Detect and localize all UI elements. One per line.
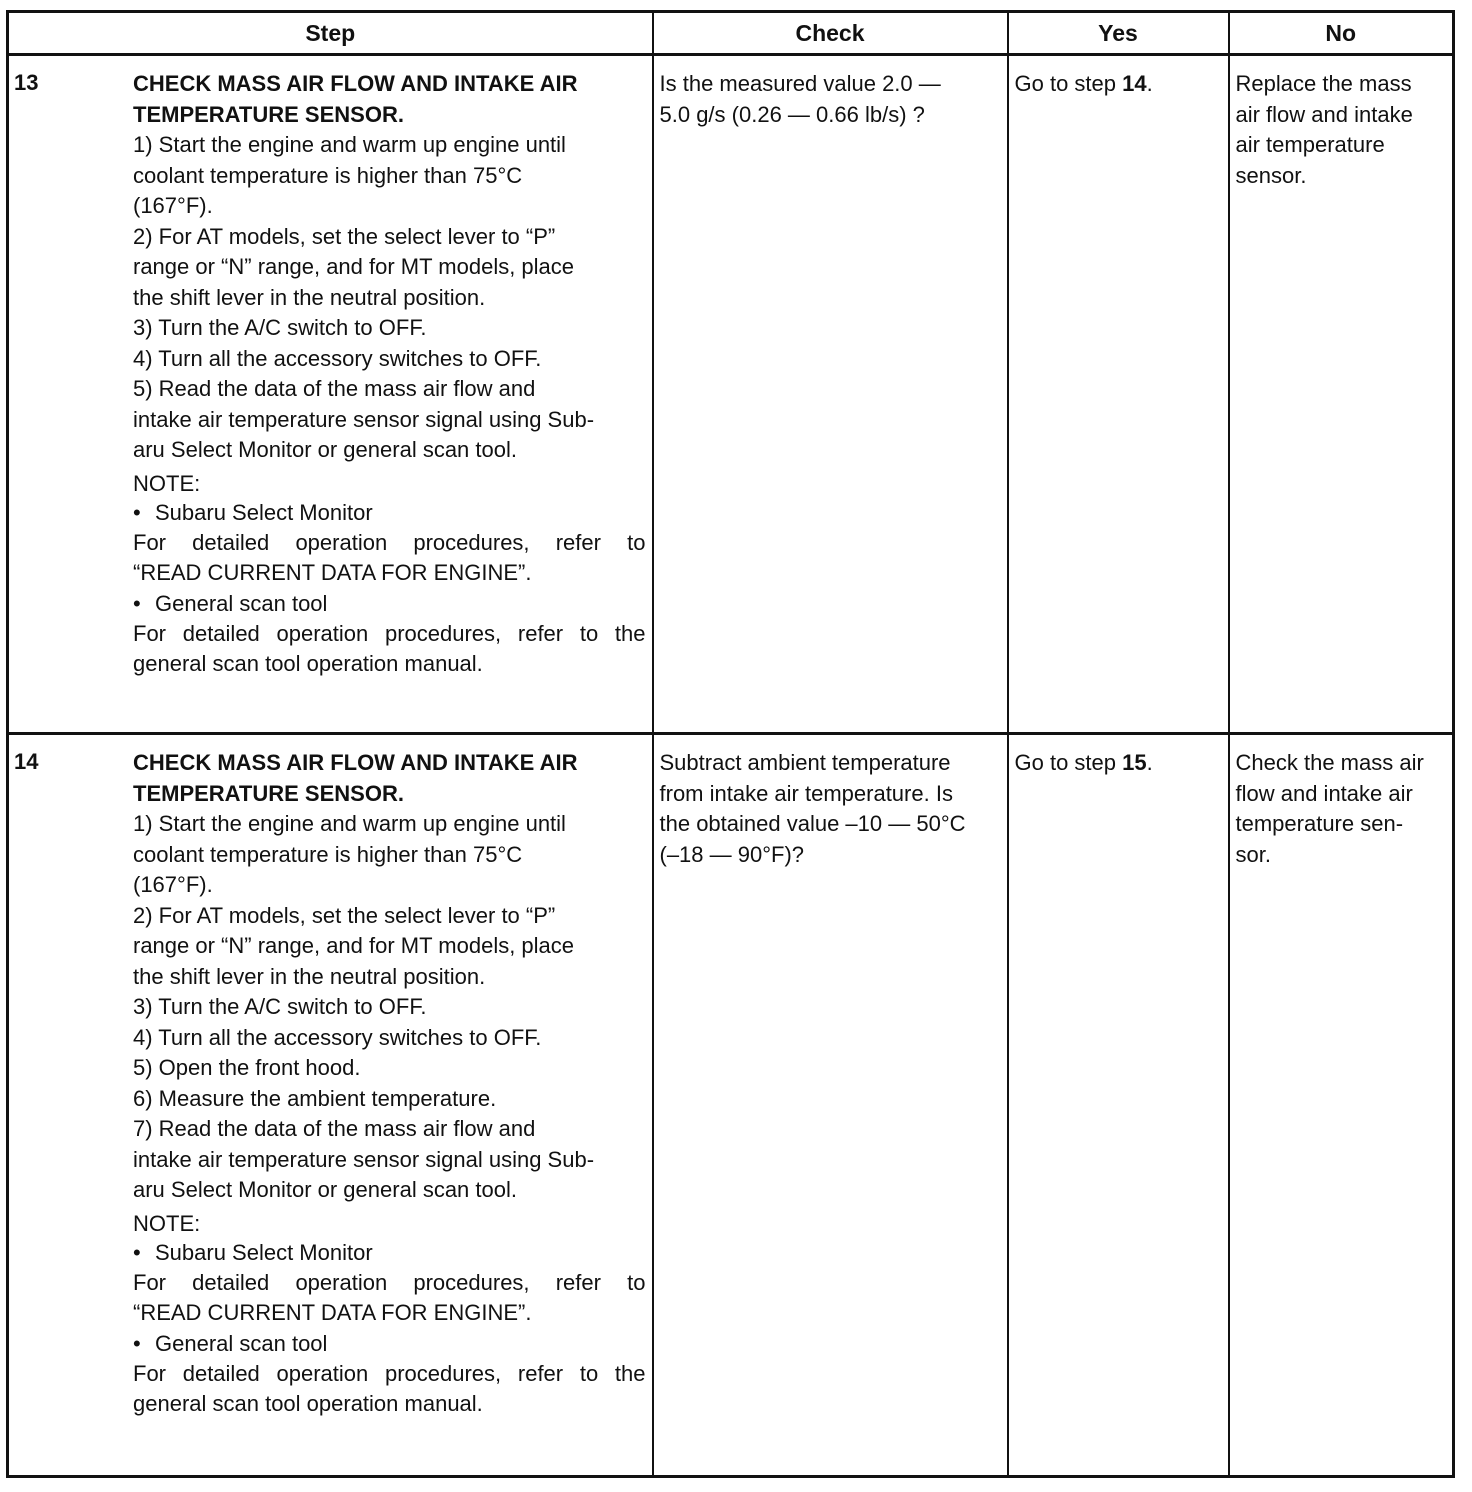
- step-instruction-line: 7) Read the data of the mass air flow and: [133, 1116, 536, 1141]
- header-check: Check: [653, 12, 1008, 55]
- note-bullet: [133, 1329, 646, 1359]
- step-title: TEMPERATURE SENSOR.: [133, 780, 404, 806]
- step-instruction-line: 2) For AT models, set the select lever to “P”: [133, 223, 556, 249]
- note-text-line: general scan tool operation manual.: [133, 651, 483, 676]
- bullet-text: General scan tool: [155, 590, 328, 616]
- step-instruction-line: coolant temperature is higher than 75°C: [133, 162, 523, 188]
- step-instruction-line: intake air temperature sensor signal using Sub-: [133, 1146, 595, 1172]
- note-text-line: For detailed operation procedures, refer to the: [133, 620, 646, 646]
- note-text-line: general scan tool operation manual.: [133, 1391, 483, 1416]
- table-row: [8, 55, 1454, 734]
- header-step: Step: [8, 12, 653, 55]
- header-no: No: [1229, 12, 1454, 55]
- step-instruction-line: intake air temperature sensor signal using Sub-: [133, 406, 595, 432]
- yes-suffix: .: [1146, 750, 1153, 775]
- yes-suffix: .: [1146, 71, 1153, 96]
- note-bullet: [133, 498, 646, 528]
- step-instruction-line: 3) Turn the A/C switch to OFF.: [133, 315, 427, 340]
- step-instruction-line: range or “N” range, and for MT models, place: [133, 933, 575, 958]
- no-text-line: temperature sen-: [1235, 811, 1404, 836]
- step-instruction-line: 4) Turn all the accessory switches to OFF.: [133, 1024, 542, 1050]
- step-body: [133, 735, 646, 1420]
- step-number: 14: [14, 749, 39, 774]
- step-instruction-line: (167°F).: [133, 872, 213, 897]
- yes-step-ref: 14: [1122, 71, 1147, 96]
- check-cell: [653, 55, 1008, 734]
- yes-cell: [1008, 55, 1229, 734]
- header-yes: Yes: [1008, 12, 1229, 55]
- step-instruction-line: the shift lever in the neutral position.: [133, 284, 486, 310]
- check-text-line: the obtained value –10 — 50°C: [659, 811, 966, 836]
- step-number: 13: [14, 70, 39, 95]
- step-body: [133, 56, 646, 680]
- step-instruction-line: aru Select Monitor or general scan tool.: [133, 437, 517, 462]
- note-text-line: For detailed operation procedures, refer to: [133, 1269, 646, 1295]
- no-cell: [1229, 55, 1454, 734]
- check-text-line: Subtract ambient temperature: [659, 750, 951, 775]
- no-text-line: Replace the mass: [1235, 71, 1412, 96]
- step-cell: [8, 734, 653, 1477]
- step-instruction-line: aru Select Monitor or general scan tool.: [133, 1177, 517, 1202]
- check-text-line: Is the measured value 2.0 —: [659, 71, 941, 96]
- no-cell: [1229, 734, 1454, 1477]
- step-instruction-line: 1) Start the engine and warm up engine until: [133, 811, 566, 836]
- step-instruction-line: 6) Measure the ambient temperature.: [133, 1085, 497, 1111]
- no-text-line: air temperature: [1235, 132, 1385, 157]
- bullet-dot: •: [133, 1330, 141, 1356]
- check-text-line: 5.0 g/s (0.26 — 0.66 lb/s) ?: [659, 101, 925, 127]
- bullet-text: Subaru Select Monitor: [155, 499, 373, 525]
- note-text-line: “READ CURRENT DATA FOR ENGINE”.: [133, 560, 532, 585]
- check-text-line: (–18 — 90°F)?: [659, 841, 805, 867]
- table-header-row: [8, 12, 1454, 55]
- check-text-line: from intake air temperature. Is: [659, 780, 953, 806]
- step-cell: [8, 55, 653, 734]
- no-text-line: sor.: [1235, 841, 1271, 867]
- bullet-text: Subaru Select Monitor: [155, 1239, 373, 1265]
- step-instruction-line: the shift lever in the neutral position.: [133, 963, 486, 989]
- step-title: CHECK MASS AIR FLOW AND INTAKE AIR: [133, 71, 578, 96]
- step-title: CHECK MASS AIR FLOW AND INTAKE AIR: [133, 750, 578, 775]
- check-cell: [653, 734, 1008, 1477]
- step-instruction-line: 1) Start the engine and warm up engine until: [133, 132, 566, 157]
- step-instruction-line: coolant temperature is higher than 75°C: [133, 841, 523, 867]
- bullet-text: General scan tool: [155, 1330, 328, 1356]
- yes-cell: [1008, 734, 1229, 1477]
- step-instruction-line: range or “N” range, and for MT models, place: [133, 254, 575, 279]
- note-text-line: “READ CURRENT DATA FOR ENGINE”.: [133, 1300, 532, 1325]
- step-instruction-line: 3) Turn the A/C switch to OFF.: [133, 994, 427, 1019]
- no-text-line: flow and intake air: [1235, 780, 1413, 806]
- yes-text: Go to step: [1014, 750, 1123, 775]
- note-bullet: [133, 589, 646, 619]
- step-title: TEMPERATURE SENSOR.: [133, 101, 404, 127]
- no-text-line: sensor.: [1235, 162, 1307, 188]
- yes-step-ref: 15: [1122, 750, 1147, 775]
- no-text-line: Check the mass air: [1235, 750, 1424, 775]
- step-instruction-line: 5) Open the front hood.: [133, 1055, 361, 1080]
- note-text-line: For detailed operation procedures, refer to the: [133, 1360, 646, 1386]
- yes-text: Go to step: [1014, 71, 1123, 96]
- step-instruction-line: 4) Turn all the accessory switches to OFF.: [133, 345, 542, 371]
- note-label: NOTE:: [133, 470, 201, 496]
- step-instruction-line: (167°F).: [133, 193, 213, 218]
- bullet-dot: •: [133, 499, 141, 525]
- step-instruction-line: 5) Read the data of the mass air flow and: [133, 376, 536, 401]
- troubleshooting-table: [6, 10, 1455, 1478]
- no-text-line: air flow and intake: [1235, 101, 1413, 127]
- step-instruction-line: 2) For AT models, set the select lever to “P”: [133, 902, 556, 928]
- bullet-dot: •: [133, 1239, 141, 1265]
- bullet-dot: •: [133, 590, 141, 616]
- note-text-line: For detailed operation procedures, refer to: [133, 529, 646, 555]
- note-label: NOTE:: [133, 1210, 201, 1236]
- table-row: [8, 734, 1454, 1477]
- note-bullet: [133, 1238, 646, 1268]
